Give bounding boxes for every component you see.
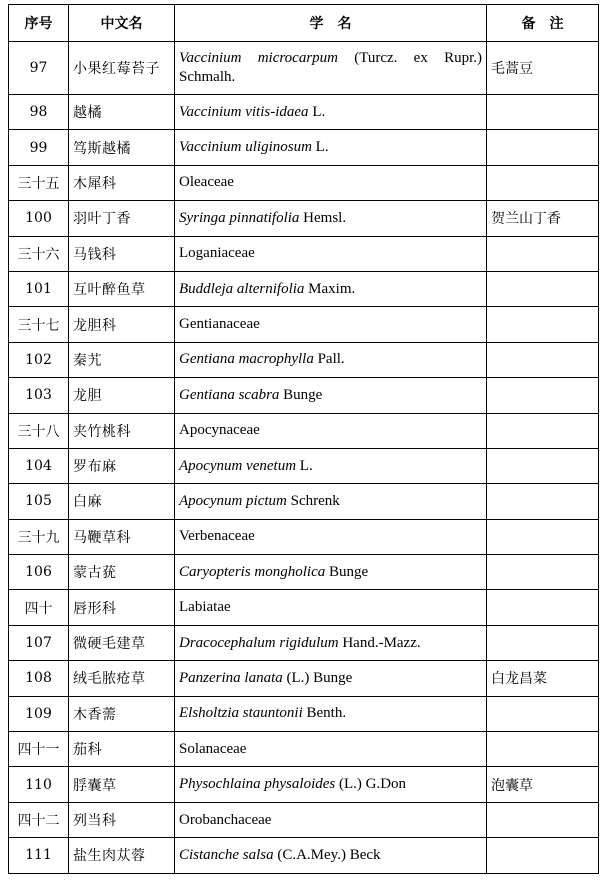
row-number: 108 — [9, 661, 69, 696]
binomial-name: Elsholtzia stauntonii — [179, 705, 303, 722]
table-row — [9, 42, 599, 95]
table-row — [9, 838, 599, 873]
author-citation: (L.) Bunge — [282, 669, 353, 686]
chinese-name: 马钱科 — [69, 236, 175, 271]
table-row — [9, 625, 599, 660]
author-citation: (C.A.Mey.) Beck — [273, 846, 381, 863]
row-number: 101 — [9, 271, 69, 306]
remark — [487, 95, 599, 130]
chinese-name: 越橘 — [69, 95, 175, 130]
author-citation: Maxim. — [304, 280, 356, 297]
author-citation: Hand.-Mazz. — [338, 634, 421, 651]
binomial-name: Dracocephalum rigidulum — [179, 634, 339, 651]
author-citation: Labiatae — [179, 599, 231, 616]
author-citation: L. — [308, 103, 326, 120]
scientific-name — [175, 661, 487, 696]
remark — [487, 165, 599, 200]
scientific-name — [175, 484, 487, 519]
author-citation: Orobanchaceae — [179, 811, 272, 828]
row-number: 109 — [9, 696, 69, 731]
scientific-name — [175, 236, 487, 271]
species-table — [8, 4, 599, 874]
chinese-name: 秦艽 — [69, 342, 175, 377]
chinese-name: 木犀科 — [69, 165, 175, 200]
scientific-name — [175, 838, 487, 873]
table-row — [9, 484, 599, 519]
table-row — [9, 802, 599, 837]
table-row — [9, 201, 599, 236]
row-number: 111 — [9, 838, 69, 873]
header-remarks: 备 注 — [487, 5, 599, 42]
scientific-name — [175, 696, 487, 731]
remark — [487, 413, 599, 448]
binomial-name: Panzerina lanata — [179, 669, 283, 686]
binomial-name: Vaccinium vitis-idaea — [179, 103, 309, 120]
binomial-name: Apocynum pictum — [179, 492, 287, 509]
author-citation: L. — [296, 457, 313, 474]
binomial-name: Cistanche salsa — [179, 846, 274, 863]
binomial-name: Buddleja alternifolia — [179, 280, 305, 297]
scientific-name — [175, 165, 487, 200]
chinese-name: 唇形科 — [69, 590, 175, 625]
table-row — [9, 95, 599, 130]
binomial-name: Gentiana scabra — [179, 386, 280, 403]
scientific-name — [175, 732, 487, 767]
binomial-name: Syringa pinnatifolia — [179, 209, 300, 226]
scientific-name — [175, 448, 487, 483]
row-number: 四十 — [9, 590, 69, 625]
table-row — [9, 519, 599, 554]
remark — [487, 838, 599, 873]
table-row — [9, 590, 599, 625]
row-number: 102 — [9, 342, 69, 377]
row-number: 97 — [9, 42, 69, 95]
chinese-name: 白麻 — [69, 484, 175, 519]
author-citation: Schrenk — [286, 492, 340, 509]
author-citation: (L.) G.Don — [335, 776, 407, 793]
remark — [487, 555, 599, 590]
binomial-name: Vaccinium uliginosum — [179, 139, 312, 156]
header-scientific-name: 学 名 — [175, 5, 487, 42]
author-citation: Bunge — [279, 386, 323, 403]
header-chinese-name: 中文名 — [69, 5, 175, 42]
chinese-name: 互叶醉鱼草 — [69, 271, 175, 306]
table-row — [9, 165, 599, 200]
author-citation: Pall. — [313, 351, 345, 368]
binomial-name: Caryopteris mongholica — [179, 563, 326, 580]
row-number: 三十六 — [9, 236, 69, 271]
chinese-name: 夹竹桃科 — [69, 413, 175, 448]
scientific-name — [175, 42, 487, 95]
chinese-name: 列当科 — [69, 802, 175, 837]
row-number: 110 — [9, 767, 69, 802]
binomial-name: Vaccinium microcarpum — [179, 50, 338, 66]
chinese-name: 木香薷 — [69, 696, 175, 731]
remark: 泡囊草 — [487, 767, 599, 802]
chinese-name: 绒毛脓疮草 — [69, 661, 175, 696]
remark — [487, 590, 599, 625]
author-citation: Hemsl. — [299, 209, 347, 226]
row-number: 99 — [9, 130, 69, 165]
remark: 毛蒿豆 — [487, 42, 599, 95]
binomial-name: Physochlaina physaloides — [179, 776, 336, 793]
chinese-name: 马鞭草科 — [69, 519, 175, 554]
chinese-name: 盐生肉苁蓉 — [69, 838, 175, 873]
remark: 贺兰山丁香 — [487, 201, 599, 236]
remark — [487, 342, 599, 377]
row-number: 107 — [9, 625, 69, 660]
scientific-name — [175, 413, 487, 448]
remark — [487, 696, 599, 731]
author-citation: Loganiaceae — [179, 245, 255, 262]
scientific-name — [175, 342, 487, 377]
author-citation: L. — [311, 139, 329, 156]
table-row — [9, 271, 599, 306]
table-row — [9, 307, 599, 342]
binomial-name: Gentiana macrophylla — [179, 351, 314, 368]
scientific-name — [175, 802, 487, 837]
table-row — [9, 696, 599, 731]
row-number: 100 — [9, 201, 69, 236]
remark — [487, 271, 599, 306]
remark — [487, 378, 599, 413]
remark — [487, 625, 599, 660]
scientific-name — [175, 201, 487, 236]
table-row — [9, 130, 599, 165]
scientific-name — [175, 95, 487, 130]
remark — [487, 802, 599, 837]
row-number: 四十一 — [9, 732, 69, 767]
chinese-name: 龙胆 — [69, 378, 175, 413]
table-row — [9, 661, 599, 696]
chinese-name: 羽叶丁香 — [69, 201, 175, 236]
author-citation: Bunge — [325, 563, 369, 580]
chinese-name: 龙胆科 — [69, 307, 175, 342]
scientific-name — [175, 767, 487, 802]
remark — [487, 448, 599, 483]
row-number: 104 — [9, 448, 69, 483]
chinese-name: 脬囊草 — [69, 767, 175, 802]
author-citation: Gentianaceae — [179, 316, 260, 333]
row-number: 98 — [9, 95, 69, 130]
row-number: 103 — [9, 378, 69, 413]
table-row — [9, 767, 599, 802]
row-number: 三十七 — [9, 307, 69, 342]
binomial-name: Apocynum venetum — [179, 457, 297, 474]
header-number: 序号 — [9, 5, 69, 42]
chinese-name: 茄科 — [69, 732, 175, 767]
author-citation: Benth. — [302, 705, 347, 722]
chinese-name: 罗布麻 — [69, 448, 175, 483]
author-citation: Verbenaceae — [179, 528, 255, 545]
row-number: 106 — [9, 555, 69, 590]
table-row — [9, 378, 599, 413]
remark — [487, 307, 599, 342]
chinese-name: 笃斯越橘 — [69, 130, 175, 165]
row-number: 105 — [9, 484, 69, 519]
table-row — [9, 236, 599, 271]
scientific-name — [175, 307, 487, 342]
table-row — [9, 342, 599, 377]
scientific-name — [175, 625, 487, 660]
row-number: 三十八 — [9, 413, 69, 448]
scientific-name — [175, 378, 487, 413]
table-row — [9, 732, 599, 767]
table-header-row — [9, 5, 599, 42]
remark — [487, 519, 599, 554]
author-citation: Apocynaceae — [179, 422, 260, 439]
scientific-name — [175, 590, 487, 625]
remark — [487, 236, 599, 271]
remark — [487, 484, 599, 519]
remark — [487, 130, 599, 165]
author-citation: Solanaceae — [179, 740, 247, 757]
row-number: 三十五 — [9, 165, 69, 200]
remark: 白龙昌菜 — [487, 661, 599, 696]
table-row — [9, 555, 599, 590]
scientific-name — [175, 555, 487, 590]
chinese-name: 蒙古莸 — [69, 555, 175, 590]
scientific-name — [175, 271, 487, 306]
chinese-name: 微硬毛建草 — [69, 625, 175, 660]
scientific-name — [175, 130, 487, 165]
table-body — [9, 42, 599, 874]
author-citation: (Turcz. ex Rupr.) Schmalh. — [179, 50, 486, 85]
remark — [487, 732, 599, 767]
table-row — [9, 448, 599, 483]
row-number: 四十二 — [9, 802, 69, 837]
scientific-name — [175, 519, 487, 554]
chinese-name: 小果红莓苔子 — [69, 42, 175, 95]
author-citation: Oleaceae — [179, 174, 234, 191]
row-number: 三十九 — [9, 519, 69, 554]
table-row — [9, 413, 599, 448]
